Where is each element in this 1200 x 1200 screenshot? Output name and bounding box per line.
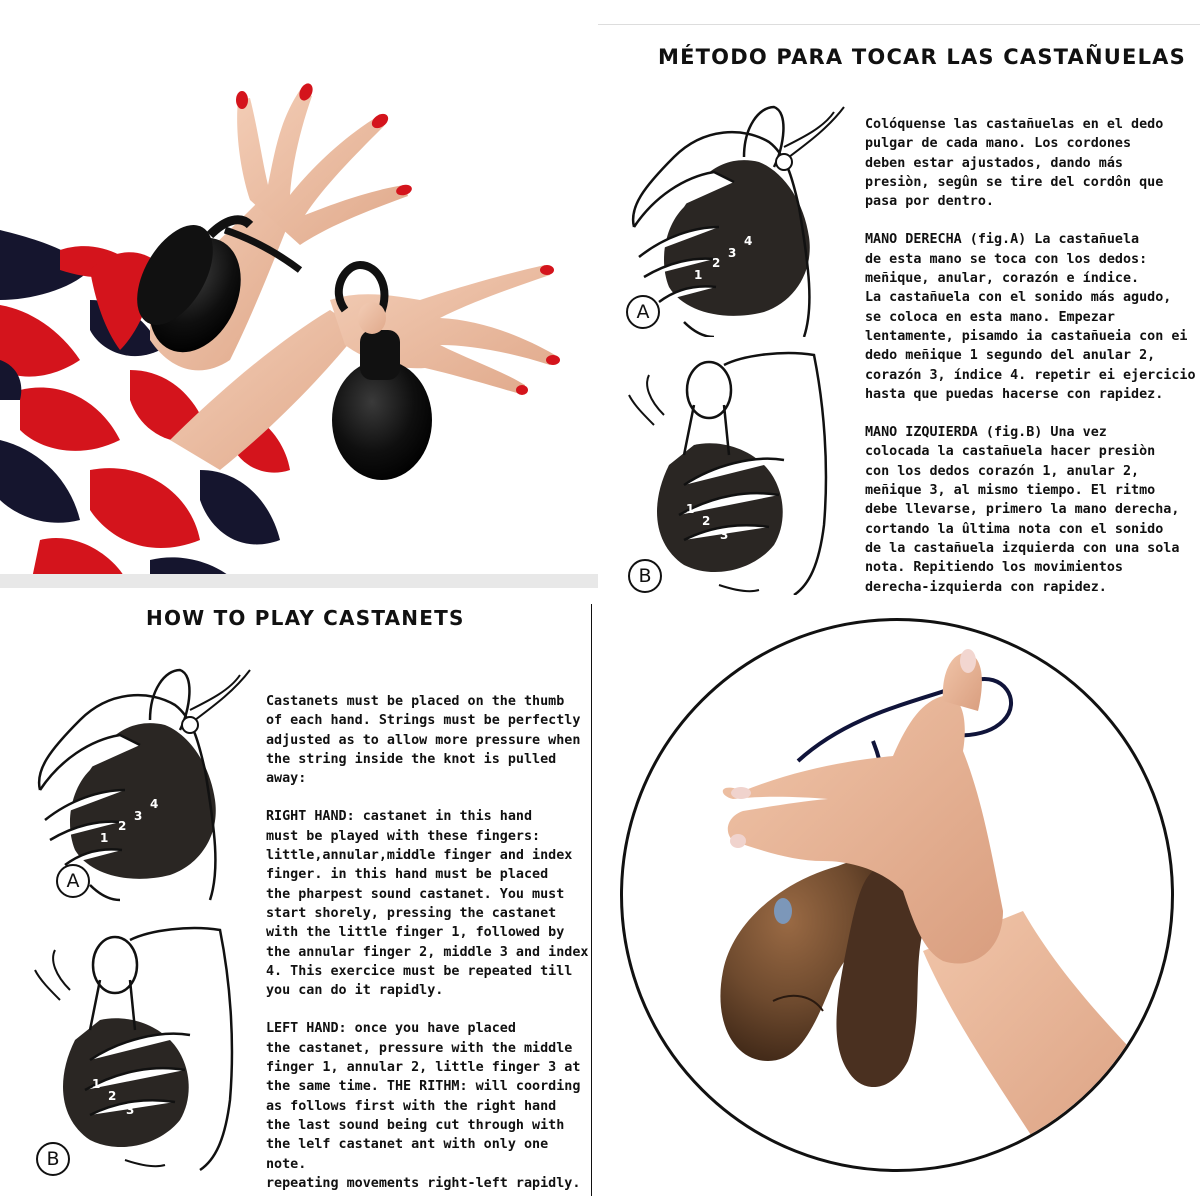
figure-b-left-hand-diagram [30, 910, 260, 1180]
fig-a-number-1: 1 [100, 831, 109, 845]
english-title: HOW TO PLAY CASTANETS [146, 606, 465, 630]
fig-b-number-3: 3 [126, 1103, 135, 1117]
fig-a-number-3: 3 [134, 809, 143, 823]
brown-castanets [720, 860, 925, 1087]
spanish-title: MÉTODO PARA TOCAR LAS CASTAÑUELAS [658, 45, 1186, 69]
spanish-instructions-text [865, 115, 1199, 601]
fig-a-number-2: 2 [118, 819, 127, 833]
fig-a-number-2: 2 [712, 256, 721, 270]
fig-a-number-4: 4 [150, 797, 159, 811]
fig-a-label: A [626, 295, 660, 329]
fig-a-label: A [56, 864, 90, 898]
fig-b-number-2: 2 [108, 1089, 117, 1103]
dancer-illustration [0, 0, 598, 588]
fig-b-label: B [36, 1142, 70, 1176]
hand-holding-brown-castanets [623, 621, 1171, 1169]
fig-b-number-3: 3 [720, 528, 729, 542]
figure-a-right-hand-diagram [624, 87, 854, 337]
english-instructions-panel [0, 600, 592, 1200]
figure-b-left-hand-diagram [624, 345, 854, 595]
english-paragraph-right-hand: RIGHT HAND: castanet in this hand must be played with these fingers: little,annular,middle finger and index finger. in this hand must be placed the pharpest sound castanet. You must start shorely, pressing the castanet with the little finger 1, followed by the annular finger 2, middle 3 and index 4. This exercice must be repeated till you can do it rapidly. [266, 809, 589, 999]
english-paragraph-intro: Castanets must be placed on the thumb of each hand. Strings must be perfectly adjusted as to allow more pressure when the string inside the knot is pulled away: [266, 694, 581, 787]
english-paragraph-left-hand: LEFT HAND: once you have placed the castanet, pressure with the middle finger 1, annular 2, little finger 3 at the same time. THE RITHM: will coording as follows first with the right hand the last sound being cut through with the lelf castanet ant with only one note. repeating movements right-left rapidly. [266, 1021, 581, 1191]
spanish-paragraph-intro: Colóquense las castañuelas en el dedo pulgar de cada mano. Los cordones deben estar ajustados, dando más presiòn, segûn se tire del cordôn que pasa por dentro. [865, 117, 1164, 210]
photo-bottom-strip [0, 574, 598, 588]
fig-b-number-2: 2 [702, 514, 711, 528]
spanish-paragraph-right-hand: MANO DERECHA (fig.A) La castañuela de esta mano se toca con los dedos: meñique, anular, corazón e índice. La castañuela con el sonido más agudo, se coloca en esta mano. Empezar lentamente, pisamdo ia castañueia con ei dedo meñique 1 segundo del anular 2, corazón 3, índice 4. repetir ei ejercicio hasta que puedas hacerse con rapidez. [865, 232, 1196, 402]
fig-a-number-3: 3 [728, 246, 737, 260]
spanish-paragraph-left-hand: MANO IZQUIERDA (fig.B) Una vez colocada la castañuela hacer presiòn con los dedos corazón 1, anular 2, meñique 3, al mismo tiempo. El ritmo debe llevarse, primero la mano derecha, cortando la ûltima nota con el sonido de la castañuela izquierda con una sola nota. Repitiendo los movimientos derecha-izquierda con rapidez. [865, 425, 1180, 595]
fig-a-number-4: 4 [744, 234, 753, 248]
fig-b-label: B [628, 559, 662, 593]
hand-castanet-photo-panel [592, 600, 1200, 1200]
fig-b-number-1: 1 [92, 1077, 101, 1091]
english-instructions-text [266, 692, 591, 1200]
dancer-photo [0, 0, 598, 588]
fig-a-number-1: 1 [694, 268, 703, 282]
spanish-instructions-panel [598, 24, 1200, 601]
circular-photo-frame [620, 618, 1174, 1172]
fig-b-number-1: 1 [686, 502, 695, 516]
